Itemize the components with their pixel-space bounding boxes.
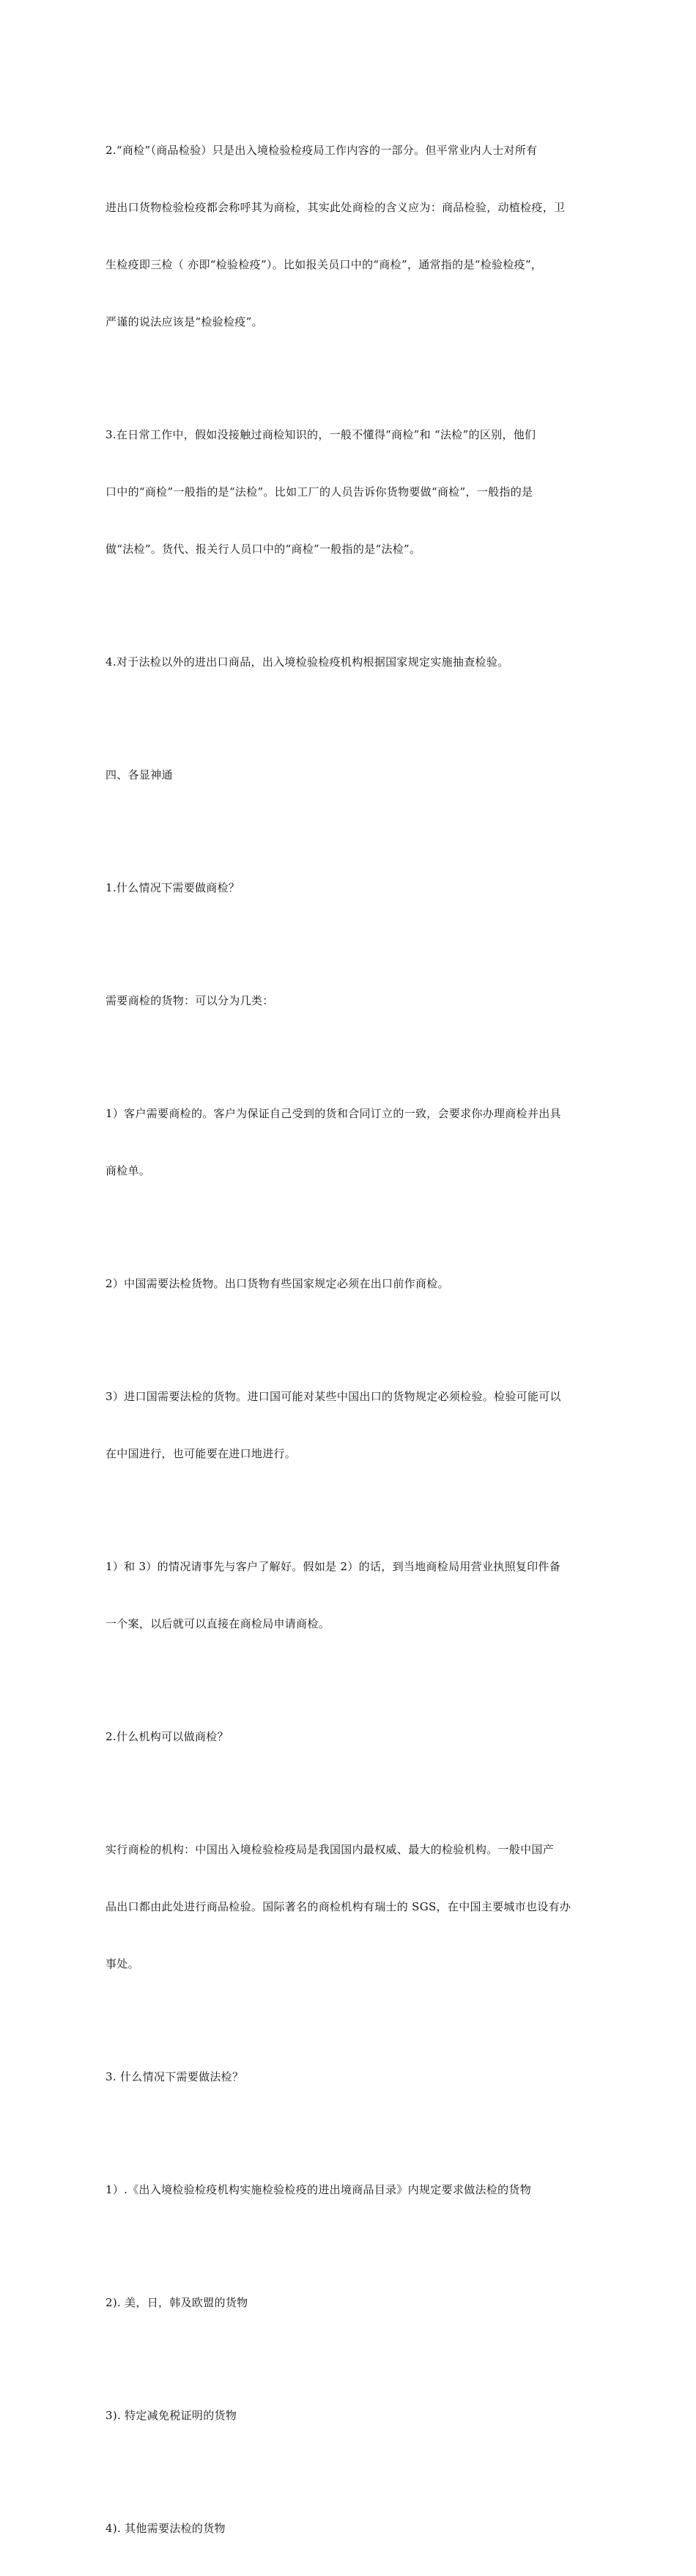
text-line: 3）进口国需要法检的货物。进口国可能对某些中国出口的货物规定必须检验。检验可能可以 [105, 1390, 561, 1403]
paragraph-goods-categories [105, 953, 596, 1048]
text-line: 四、各显神通 [105, 768, 173, 781]
list-item-other-goods [105, 2481, 596, 2576]
text-line: 3.在日常工作中，假如没接触过商检知识的，一般不懂得“商检”和 “法检”的区别，他们 [105, 428, 536, 441]
paragraph-shangjian-definition [105, 103, 596, 369]
text-line: 需要商检的货物：可以分为几类： [105, 994, 274, 1007]
text-line: 实行商检的机构：中国出入境检验检疫局是我国国内最权威、最大的检验机构。一般中国产 [105, 1843, 555, 1856]
text-line: 4.对于法检以外的进出口商品，出入境检验检疫机构根据国家规定实施抽查检验。 [105, 655, 509, 669]
question-heading-3 [105, 2029, 596, 2124]
text-line: 严谨的说法应该是“检验检疫”。 [105, 315, 263, 328]
text-line: 1）客户需要商检的。客户为保证自己受到的货和合同订立的一致，会要求你办理商检并出具 [105, 1107, 561, 1120]
text-line: 一个案，以后就可以直接在商检局申请商检。 [105, 1617, 330, 1630]
text-line: 2). 美，日，韩及欧盟的货物 [105, 2296, 248, 2309]
text-line: 商检单。 [105, 1164, 151, 1177]
list-item-tax-exemption [105, 2368, 596, 2463]
text-line: 3. 什么情况下需要做法检？ [105, 2070, 244, 2083]
text-line: 品出口都由此处进行商品检验。国际著名的商检机构有瑞士的 SGS，在中国主要城市也设有办 [105, 1900, 571, 1913]
text-line: 2）中国需要法检货物。出口货物有些国家规定必须在出口前作商检。 [105, 1277, 449, 1290]
text-line: 做“法检”。货代、报关行人员口中的“商检”一般指的是“法检”。 [105, 542, 421, 556]
text-line: 生检疫即三检（ 亦即“检验检疫”）。比如报关员口中的“商检”，通常指的是“检验检疫”， [105, 258, 543, 271]
list-item-customer-need [105, 1066, 596, 1218]
question-heading-2 [105, 1689, 596, 1784]
text-line: 口中的“商检”一般指的是“法检”。比如工厂的人员告诉你货物要做“商检”，一般指的是 [105, 485, 533, 498]
text-line: 2.“商检”（商品检验）只是出入境检验检疫局工作内容的一部分。但平常业内人士对所有 [105, 144, 538, 157]
section-heading-four [105, 727, 596, 823]
list-item-china-need [105, 1236, 596, 1331]
text-line: 1）.《出入境检验检疫机构实施检验检疫的进出境商品目录》内规定要求做法检的货物 [105, 2183, 532, 2196]
paragraph-inspection-agencies [105, 1802, 596, 2012]
paragraph-spot-check [105, 614, 596, 710]
list-item-us-jp-kr-eu [105, 2255, 596, 2350]
paragraph-daily-usage [105, 387, 596, 597]
text-line: 2.什么机构可以做商检？ [105, 1730, 229, 1743]
text-line: 事处。 [105, 1957, 139, 1970]
text-line: 1）和 3）的情况请事先与客户了解好。假如是 2）的话，到当地商检局用营业执照复印件备 [105, 1560, 561, 1573]
question-heading-1 [105, 840, 596, 935]
text-line: 3). 特定减免税证明的货物 [105, 2409, 237, 2422]
text-line: 1.什么情况下需要做商检？ [105, 881, 240, 894]
list-item-importing-country [105, 1349, 596, 1501]
list-item-catalog-goods [105, 2142, 596, 2237]
text-line: 进出口货物检验检疫都会称呼其为商检，其实此处商检的含义应为：商品检验，动植检疫，卫 [105, 201, 566, 214]
text-line: 4). 其他需要法检的货物 [105, 2522, 226, 2535]
document-body [105, 103, 596, 2576]
paragraph-registration-note [105, 1519, 596, 1671]
text-line: 在中国进行，也可能要在进口地进行。 [105, 1447, 297, 1460]
